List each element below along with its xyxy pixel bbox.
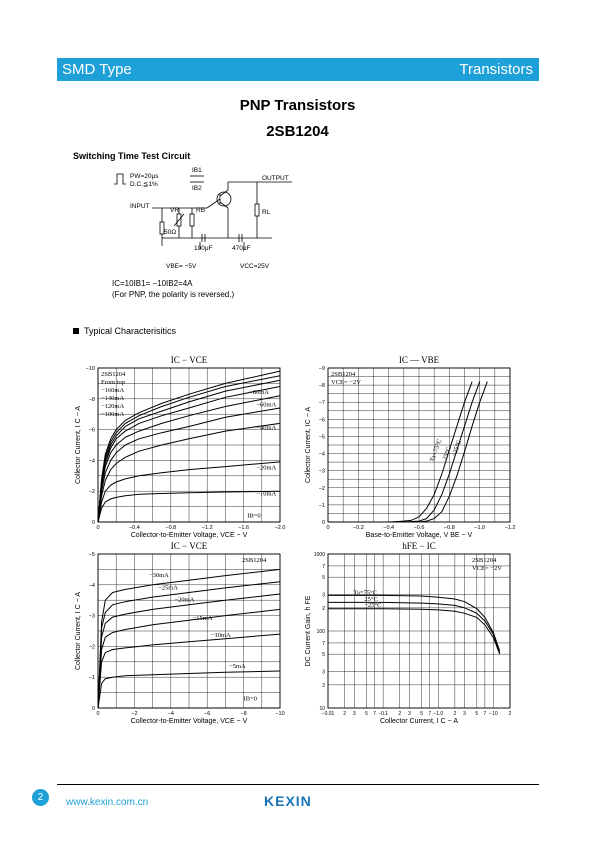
duty-cycle-label: D.C.≦1% (130, 181, 158, 188)
input-label: INPUT (130, 203, 150, 210)
y-tick-label: 1000 (313, 552, 325, 558)
y-axis-label: Collector Current, I C − A (75, 591, 82, 671)
series-label: Ta=75°C (428, 438, 444, 463)
r50-label: 50Ω (164, 229, 177, 236)
part-number: 2SB1204 (266, 123, 329, 140)
y-tick-label: −3 (88, 613, 95, 620)
x-tick-label: −0.4 (383, 525, 395, 531)
website-link[interactable]: www.kexin.com.cn (66, 797, 149, 808)
vr-label: VR (170, 207, 180, 214)
chart-ic-vce-low (68, 538, 290, 726)
series-line (328, 609, 500, 655)
bullet-square-icon (73, 328, 79, 334)
y-axis-label: DC Current Gain, h FE (305, 595, 312, 667)
x-tick-label: 7 (483, 711, 487, 717)
y-tick-label: 100 (316, 629, 325, 635)
header-banner (57, 58, 539, 81)
circuit-heading: Switching Time Test Circuit (73, 151, 191, 161)
y-tick-label: −4 (88, 582, 95, 589)
x-tick-label: −6 (204, 711, 211, 717)
pulse-width-label: PW=20μs (130, 173, 159, 180)
series-label: −30mA (148, 572, 169, 580)
typical-heading-text: Typical Characterisitics (84, 326, 177, 336)
series-label: −25°C (364, 601, 382, 609)
y-tick-label: 0 (321, 520, 325, 526)
x-tick-label: −0.01 (321, 711, 335, 717)
chart-annotation: −160mA (101, 387, 125, 394)
chart-title: IC − VCE (170, 541, 208, 551)
y-tick-label: −6 (88, 427, 95, 434)
chart-annotation: 2SB1204 (331, 371, 356, 378)
chart-ic-vbe (298, 352, 520, 540)
switching-circuit-diagram (112, 164, 302, 274)
y-tick-label: −5 (318, 434, 325, 441)
y-tick-label: 0 (91, 520, 95, 526)
x-tick-label: 0 (96, 525, 100, 531)
y-axis-label: Collector Current, I C − A (75, 405, 82, 485)
page-title: PNP Transistors (239, 97, 356, 114)
vcc-label: VCC=25V (240, 263, 270, 270)
footer-divider (57, 784, 539, 785)
y-tick-label: −2 (88, 644, 95, 651)
y-tick-label: 0 (91, 706, 95, 712)
series-line (328, 595, 500, 651)
y-tick-label: −2 (318, 485, 325, 492)
y-tick-label: 3 (322, 592, 325, 599)
x-tick-label: 2 (453, 711, 457, 717)
y-tick-label: −7 (318, 400, 325, 407)
y-tick-label: −8 (318, 383, 325, 390)
typical-heading (73, 326, 176, 336)
series-label: −10mA (210, 632, 231, 640)
y-tick-label: −10 (85, 366, 95, 372)
y-tick-label: −3 (318, 468, 325, 475)
y-tick-label: 7 (322, 640, 325, 647)
y-tick-label: 5 (322, 575, 325, 582)
chart-title: IC — VBE (398, 355, 440, 365)
y-tick-label: 3 (322, 669, 325, 676)
y-tick-label: −9 (318, 366, 325, 372)
x-tick-label: 0 (96, 711, 100, 717)
x-tick-label: −1.0 (433, 711, 444, 717)
x-tick-label: 3 (352, 711, 356, 717)
brand-logo: KEXIN (264, 793, 312, 809)
series-label: −15mA (192, 615, 213, 623)
x-tick-label: −0.8 (165, 525, 177, 531)
x-tick-label: −0.1 (378, 711, 389, 717)
x-tick-label: 7 (428, 711, 432, 717)
chart-hfe-ic (298, 538, 520, 726)
polarity-note: (For PNP, the polarity is reversed.) (112, 290, 235, 299)
y-tick-label: −8 (88, 396, 95, 403)
x-tick-label: −1.0 (474, 525, 486, 531)
x-axis-label: Collector Current, I C − A (379, 718, 459, 725)
x-tick-label: 2 (398, 711, 402, 717)
x-tick-label: 2 (508, 711, 512, 717)
y-tick-label: 5 (322, 652, 325, 659)
series-label: −5mA (229, 662, 246, 670)
series-label: IB=0 (247, 512, 261, 520)
x-tick-label: −2.0 (274, 525, 286, 531)
x-tick-label: 5 (365, 711, 368, 717)
series-label: 25°C (364, 596, 378, 604)
series-label: −40mA (256, 424, 277, 432)
x-axis-label: Collector-to-Emitter Voltage, VCE − V (130, 718, 248, 725)
y-tick-label: −1 (88, 675, 95, 682)
series-label: IB=0 (243, 695, 258, 703)
y-tick-label: −1 (318, 502, 325, 509)
x-tick-label: 7 (373, 711, 376, 717)
x-tick-label: −0.2 (352, 525, 364, 531)
x-tick-label: −1.2 (504, 525, 516, 531)
chart-title: IC − VCE (170, 355, 208, 365)
y-tick-label: 10 (319, 706, 325, 712)
series-label: −80mA (249, 389, 269, 397)
chart-annotation: 2SB1204 (472, 557, 497, 564)
series-line (328, 382, 487, 522)
x-tick-label: −8 (240, 711, 247, 717)
x-tick-label: 3 (463, 711, 466, 717)
series-label: −20mA (174, 596, 195, 604)
series-label: 25°C (441, 446, 453, 462)
x-tick-label: 2 (343, 711, 346, 717)
y-tick-label: −6 (318, 417, 325, 424)
chart-annotation: −120mA (101, 403, 125, 410)
x-tick-label: −10 (275, 711, 285, 717)
c100-label: 100μF (194, 245, 213, 252)
series-label: −20mA (256, 464, 277, 472)
chart-annotation: 2SB1204 (242, 557, 267, 564)
ib2-label: IB2 (192, 185, 202, 192)
chart-annotation: VCE= −2V (472, 565, 502, 572)
chart-annotation: VCE= −2V (331, 379, 361, 386)
vbe-label: VBE= −5V (166, 263, 197, 270)
x-tick-label: −10 (489, 711, 498, 717)
x-tick-label: 3 (408, 711, 411, 717)
y-tick-label: −4 (318, 451, 325, 458)
y-tick-label: −2 (88, 489, 95, 496)
y-tick-label: 2 (322, 682, 325, 689)
page-number: 2 (32, 789, 49, 806)
series-label: Ta=75°C (353, 589, 377, 597)
output-label: OUTPUT (262, 175, 289, 182)
series-label: −25mA (158, 584, 178, 592)
y-tick-label: 2 (322, 605, 325, 612)
chart-annotation: From top (101, 379, 126, 386)
series-label: −60mA (256, 401, 277, 409)
chart-annotation: 2SB1204 (101, 371, 126, 378)
x-axis-label: Base-to-Emitter Voltage, V BE − V (365, 532, 473, 539)
y-tick-label: −4 (88, 458, 95, 465)
x-tick-label: −0.8 (443, 525, 455, 531)
category-label: Transistors (459, 61, 533, 78)
pulse-symbol (114, 174, 126, 184)
chart-annotation: −100mA (101, 411, 125, 418)
ib1-label: IB1 (192, 167, 202, 174)
x-tick-label: −4 (167, 711, 174, 717)
chart-ic-vce-high (68, 352, 290, 540)
x-tick-label: −2 (131, 711, 138, 717)
chart-title: hFE − IC (402, 541, 436, 551)
y-tick-label: −5 (88, 552, 95, 558)
rb-label: RB (196, 207, 206, 214)
series-label: −10mA (256, 490, 277, 498)
series-line (328, 602, 500, 653)
x-tick-label: 5 (475, 711, 479, 717)
x-tick-label: 5 (420, 711, 424, 717)
x-axis-label: Collector-to-Emitter Voltage, VCE − V (130, 532, 248, 539)
current-equation: IC=10IB1= −10IB2=4A (112, 279, 193, 288)
x-tick-label: −0.6 (413, 525, 425, 531)
series-label: −25°C (450, 439, 464, 458)
chart-annotation: −140mA (101, 395, 125, 402)
x-tick-label: −1.2 (201, 525, 213, 531)
x-tick-label: 0 (326, 525, 330, 531)
rl-label: RL (262, 209, 271, 216)
c470-label: 470μF (232, 245, 251, 252)
x-tick-label: −1.6 (238, 525, 250, 531)
y-axis-label: Collector Current, IC − A (305, 406, 312, 484)
y-tick-label: 7 (322, 563, 325, 570)
x-tick-label: −0.4 (128, 525, 140, 531)
doc-type-label: SMD Type (62, 61, 132, 78)
